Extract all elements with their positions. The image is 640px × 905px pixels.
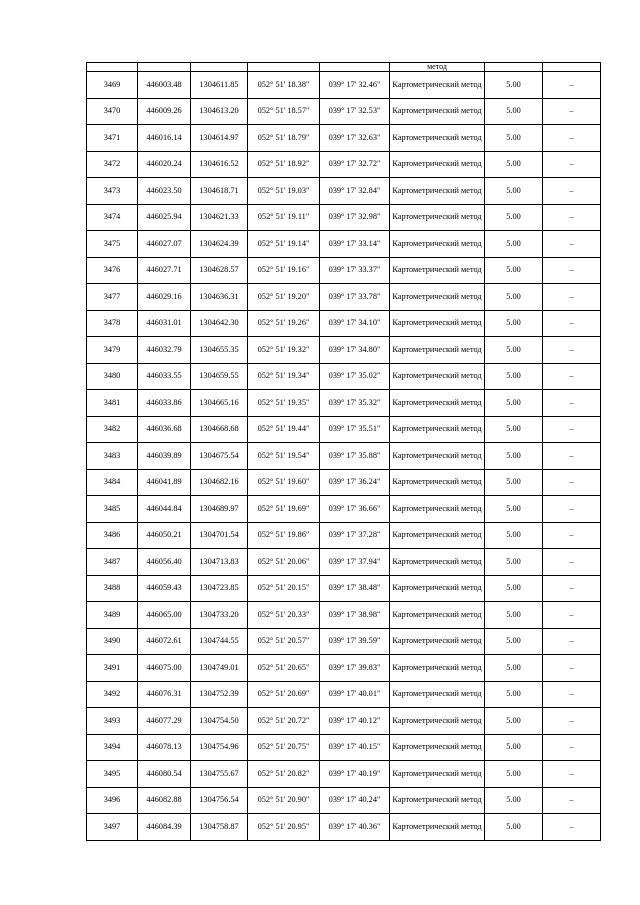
cell-x: 446027.07 (138, 231, 191, 258)
cell-note: – (543, 787, 601, 814)
cell-note: – (543, 469, 601, 496)
cell-no: 3477 (87, 284, 138, 311)
cell-lat: 052° 51' 20.69" (248, 681, 320, 708)
cell-accuracy: 5.00 (485, 231, 543, 258)
cell-lon: 039° 17' 40.01" (320, 681, 390, 708)
table-row (87, 549, 601, 576)
cell-no: 3495 (87, 761, 138, 788)
cell-x: 446059.43 (138, 575, 191, 602)
cell-lon: 039° 17' 40.15" (320, 734, 390, 761)
cell-note: – (543, 655, 601, 682)
cell-x: 446023.50 (138, 178, 191, 205)
cell-no: 3492 (87, 681, 138, 708)
cell-note: – (543, 204, 601, 231)
cell-accuracy: 5.00 (485, 390, 543, 417)
cell-accuracy: 5.00 (485, 337, 543, 364)
cell-lat: 052° 51' 20.90" (248, 787, 320, 814)
cell-y: 1304655.35 (191, 337, 248, 364)
cell-lon: 039° 17' 32.84" (320, 178, 390, 205)
continued-row (87, 63, 601, 72)
cell-no: 3488 (87, 575, 138, 602)
table-row (87, 178, 601, 205)
cell-no: 3483 (87, 443, 138, 470)
cell-no: 3486 (87, 522, 138, 549)
cell-lat: 052° 51' 19.86" (248, 522, 320, 549)
cell-lon: 039° 17' 33.14" (320, 231, 390, 258)
cell-method: Картометрический метод (390, 125, 485, 152)
cell-no (87, 63, 138, 72)
cell-y: 1304665.16 (191, 390, 248, 417)
cell-note: – (543, 151, 601, 178)
cell-lat (248, 63, 320, 72)
cell-lat: 052° 51' 19.11" (248, 204, 320, 231)
cell-method: Картометрический метод (390, 363, 485, 390)
cell-lon: 039° 17' 39.83" (320, 655, 390, 682)
table-row (87, 310, 601, 337)
cell-no: 3479 (87, 337, 138, 364)
cell-y: 1304624.39 (191, 231, 248, 258)
table-row (87, 363, 601, 390)
cell-lat: 052° 51' 20.72" (248, 708, 320, 735)
cell-method: Картометрический метод (390, 575, 485, 602)
cell-lat: 052° 51' 18.79" (248, 125, 320, 152)
cell-x: 446072.61 (138, 628, 191, 655)
table-row (87, 681, 601, 708)
cell-lat: 052° 51' 20.57" (248, 628, 320, 655)
cell-lat: 052° 51' 20.75" (248, 734, 320, 761)
table-row (87, 125, 601, 152)
cell-x: 446039.89 (138, 443, 191, 470)
cell-no: 3490 (87, 628, 138, 655)
cell-y: 1304616.52 (191, 151, 248, 178)
cell-method: Картометрический метод (390, 496, 485, 523)
cell-lat: 052° 51' 20.65" (248, 655, 320, 682)
cell-x: 446084.39 (138, 814, 191, 841)
cell-lat: 052° 51' 20.06" (248, 549, 320, 576)
cell-method: Картометрический метод (390, 681, 485, 708)
cell-y: 1304689.97 (191, 496, 248, 523)
table-row (87, 787, 601, 814)
cell-lon: 039° 17' 40.24" (320, 787, 390, 814)
cell-lat: 052° 51' 19.60" (248, 469, 320, 496)
cell-lat: 052° 51' 20.95" (248, 814, 320, 841)
cell-method: Картометрический метод (390, 284, 485, 311)
cell-y: 1304682.16 (191, 469, 248, 496)
cell-note: – (543, 734, 601, 761)
cell-accuracy: 5.00 (485, 761, 543, 788)
cell-method: Картометрический метод (390, 469, 485, 496)
cell-method: Картометрический метод (390, 734, 485, 761)
cell-method: Картометрический метод (390, 787, 485, 814)
cell-x: 446077.29 (138, 708, 191, 735)
cell-lat: 052° 51' 19.03" (248, 178, 320, 205)
cell-y: 1304701.54 (191, 522, 248, 549)
cell-method: Картометрический метод (390, 151, 485, 178)
cell-method: Картометрический метод (390, 443, 485, 470)
cell-note: – (543, 363, 601, 390)
cell-no: 3471 (87, 125, 138, 152)
cell-y: 1304758.87 (191, 814, 248, 841)
cell-note: – (543, 814, 601, 841)
table-row (87, 628, 601, 655)
cell-accuracy: 5.00 (485, 681, 543, 708)
cell-note: – (543, 390, 601, 417)
cell-lon: 039° 17' 35.02" (320, 363, 390, 390)
cell-method: Картометрический метод (390, 337, 485, 364)
cell-note: – (543, 522, 601, 549)
cell-no: 3489 (87, 602, 138, 629)
cell-y: 1304723.85 (191, 575, 248, 602)
cell-no: 3497 (87, 814, 138, 841)
cell-accuracy: 5.00 (485, 549, 543, 576)
cell-x: 446082.88 (138, 787, 191, 814)
table-row (87, 655, 601, 682)
cell-no: 3491 (87, 655, 138, 682)
cell-x: 446076.31 (138, 681, 191, 708)
cell-lat: 052° 51' 19.34" (248, 363, 320, 390)
cell-method: Картометрический метод (390, 204, 485, 231)
cell-lon: 039° 17' 32.63" (320, 125, 390, 152)
cell-x: 446056.40 (138, 549, 191, 576)
cell-lon: 039° 17' 32.98" (320, 204, 390, 231)
cell-method: Картометрический метод (390, 655, 485, 682)
cell-no: 3493 (87, 708, 138, 735)
cell-lat: 052° 51' 20.33" (248, 602, 320, 629)
cell-accuracy: 5.00 (485, 151, 543, 178)
cell-lat: 052° 51' 19.26" (248, 310, 320, 337)
cell-no: 3484 (87, 469, 138, 496)
table-row (87, 443, 601, 470)
cell-lon: 039° 17' 38.48" (320, 575, 390, 602)
cell-accuracy: 5.00 (485, 284, 543, 311)
table-row (87, 734, 601, 761)
cell-note: – (543, 443, 601, 470)
cell-method: Картометрический метод (390, 761, 485, 788)
cell-y: 1304744.55 (191, 628, 248, 655)
cell-lat: 052° 51' 19.16" (248, 257, 320, 284)
cell-accuracy: 5.00 (485, 708, 543, 735)
cell-y: 1304618.71 (191, 178, 248, 205)
cell-no: 3473 (87, 178, 138, 205)
cell-y: 1304613.20 (191, 98, 248, 125)
cell-lon: 039° 17' 34.10" (320, 310, 390, 337)
cell-method: Картометрический метод (390, 628, 485, 655)
cell-method: Картометрический метод (390, 549, 485, 576)
cell-lat: 052° 51' 19.54" (248, 443, 320, 470)
table-row (87, 284, 601, 311)
cell-y: 1304752.39 (191, 681, 248, 708)
cell-accuracy: 5.00 (485, 628, 543, 655)
cell-method: Картометрический метод (390, 257, 485, 284)
cell-accuracy: 5.00 (485, 416, 543, 443)
cell-x: 446020.24 (138, 151, 191, 178)
cell-lon: 039° 17' 36.24" (320, 469, 390, 496)
table-row (87, 98, 601, 125)
cell-accuracy: 5.00 (485, 363, 543, 390)
cell-y: 1304621.33 (191, 204, 248, 231)
cell-lon: 039° 17' 33.37" (320, 257, 390, 284)
cell-no: 3476 (87, 257, 138, 284)
cell-note: – (543, 337, 601, 364)
table-row (87, 602, 601, 629)
cell-accuracy: 5.00 (485, 72, 543, 99)
cell-lat: 052° 51' 19.44" (248, 416, 320, 443)
cell-accuracy: 5.00 (485, 204, 543, 231)
table-row (87, 761, 601, 788)
cell-lon (320, 63, 390, 72)
cell-method: Картометрический метод (390, 708, 485, 735)
cell-x: 446075.00 (138, 655, 191, 682)
cell-no: 3475 (87, 231, 138, 258)
cell-lat: 052° 51' 18.92" (248, 151, 320, 178)
cell-y: 1304713.83 (191, 549, 248, 576)
cell-no: 3478 (87, 310, 138, 337)
cell-lon: 039° 17' 35.51" (320, 416, 390, 443)
cell-note: – (543, 549, 601, 576)
cell-y: 1304611.85 (191, 72, 248, 99)
cell-accuracy: 5.00 (485, 469, 543, 496)
cell-accuracy: 5.00 (485, 602, 543, 629)
cell-y: 1304668.68 (191, 416, 248, 443)
cell-no: 3472 (87, 151, 138, 178)
cell-x: 446031.01 (138, 310, 191, 337)
cell-note: – (543, 72, 601, 99)
cell-y: 1304754.50 (191, 708, 248, 735)
cell-y: 1304614.97 (191, 125, 248, 152)
cell-lon: 039° 17' 33.78" (320, 284, 390, 311)
cell-method: Картометрический метод (390, 231, 485, 258)
table-row (87, 151, 601, 178)
cell-x: 446065.00 (138, 602, 191, 629)
cell-y: 1304659.55 (191, 363, 248, 390)
cell-y: 1304628.57 (191, 257, 248, 284)
cell-lon: 039° 17' 37.28" (320, 522, 390, 549)
cell-accuracy: 5.00 (485, 257, 543, 284)
cell-x: 446078.13 (138, 734, 191, 761)
cell-x: 446025.94 (138, 204, 191, 231)
cell-accuracy (485, 63, 543, 72)
cell-accuracy: 5.00 (485, 496, 543, 523)
cell-no: 3480 (87, 363, 138, 390)
cell-note: – (543, 602, 601, 629)
cell-method: Картометрический метод (390, 98, 485, 125)
cell-lat: 052° 51' 19.14" (248, 231, 320, 258)
cell-method: Картометрический метод (390, 814, 485, 841)
cell-accuracy: 5.00 (485, 98, 543, 125)
cell-method: Картометрический метод (390, 522, 485, 549)
cell-x (138, 63, 191, 72)
cell-lon: 039° 17' 36.66" (320, 496, 390, 523)
cell-note: – (543, 708, 601, 735)
cell-accuracy: 5.00 (485, 814, 543, 841)
cell-note: – (543, 125, 601, 152)
cell-y: 1304756.54 (191, 787, 248, 814)
table-row (87, 72, 601, 99)
cell-x: 446041.89 (138, 469, 191, 496)
table-row (87, 496, 601, 523)
cell-x: 446050.21 (138, 522, 191, 549)
cell-note: – (543, 681, 601, 708)
table-row (87, 575, 601, 602)
cell-y: 1304754.96 (191, 734, 248, 761)
cell-lon: 039° 17' 35.32" (320, 390, 390, 417)
cell-accuracy: 5.00 (485, 734, 543, 761)
cell-lon: 039° 17' 34.80" (320, 337, 390, 364)
table-row (87, 390, 601, 417)
cell-lon: 039° 17' 40.12" (320, 708, 390, 735)
cell-lat: 052° 51' 20.82" (248, 761, 320, 788)
cell-note: – (543, 257, 601, 284)
cell-lon: 039° 17' 32.46" (320, 72, 390, 99)
cell-note: – (543, 284, 601, 311)
cell-x: 446027.71 (138, 257, 191, 284)
cell-accuracy: 5.00 (485, 443, 543, 470)
cell-x: 446032.79 (138, 337, 191, 364)
table-row (87, 204, 601, 231)
cell-accuracy: 5.00 (485, 787, 543, 814)
cell-no: 3482 (87, 416, 138, 443)
cell-note: – (543, 761, 601, 788)
cell-lon: 039° 17' 35.88" (320, 443, 390, 470)
cell-lat: 052° 51' 20.15" (248, 575, 320, 602)
cell-lon: 039° 17' 38.98" (320, 602, 390, 629)
cell-note: – (543, 98, 601, 125)
cell-x: 446009.26 (138, 98, 191, 125)
cell-no: 3487 (87, 549, 138, 576)
cell-accuracy: 5.00 (485, 125, 543, 152)
table-row (87, 522, 601, 549)
cell-method: метод (390, 63, 485, 72)
cell-y: 1304749.01 (191, 655, 248, 682)
cell-lon: 039° 17' 32.53" (320, 98, 390, 125)
cell-lon: 039° 17' 40.36" (320, 814, 390, 841)
coordinates-table (86, 62, 601, 841)
cell-accuracy: 5.00 (485, 178, 543, 205)
cell-accuracy: 5.00 (485, 575, 543, 602)
table-row (87, 231, 601, 258)
cell-note (543, 63, 601, 72)
cell-accuracy: 5.00 (485, 522, 543, 549)
cell-lon: 039° 17' 40.19" (320, 761, 390, 788)
cell-accuracy: 5.00 (485, 655, 543, 682)
cell-lon: 039° 17' 37.94" (320, 549, 390, 576)
cell-no: 3494 (87, 734, 138, 761)
cell-lat: 052° 51' 18.38" (248, 72, 320, 99)
cell-note: – (543, 416, 601, 443)
cell-no: 3470 (87, 98, 138, 125)
cell-note: – (543, 178, 601, 205)
cell-lat: 052° 51' 19.69" (248, 496, 320, 523)
table-row (87, 708, 601, 735)
cell-no: 3485 (87, 496, 138, 523)
cell-note: – (543, 496, 601, 523)
cell-x: 446003.48 (138, 72, 191, 99)
table-row (87, 257, 601, 284)
cell-method: Картометрический метод (390, 178, 485, 205)
cell-no: 3469 (87, 72, 138, 99)
cell-no: 3481 (87, 390, 138, 417)
cell-lon: 039° 17' 32.72" (320, 151, 390, 178)
table-row (87, 416, 601, 443)
cell-lat: 052° 51' 19.35" (248, 390, 320, 417)
cell-y: 1304636.31 (191, 284, 248, 311)
table-row (87, 337, 601, 364)
cell-x: 446033.55 (138, 363, 191, 390)
cell-y: 1304642.30 (191, 310, 248, 337)
cell-y: 1304675.54 (191, 443, 248, 470)
cell-lat: 052° 51' 19.20" (248, 284, 320, 311)
cell-note: – (543, 231, 601, 258)
cell-x: 446044.84 (138, 496, 191, 523)
cell-method: Картометрический метод (390, 310, 485, 337)
cell-y (191, 63, 248, 72)
cell-x: 446029.16 (138, 284, 191, 311)
cell-method: Картометрический метод (390, 72, 485, 99)
cell-no: 3474 (87, 204, 138, 231)
cell-lat: 052° 51' 18.57" (248, 98, 320, 125)
cell-no: 3496 (87, 787, 138, 814)
cell-accuracy: 5.00 (485, 310, 543, 337)
table-body (87, 63, 601, 841)
cell-note: – (543, 628, 601, 655)
cell-y: 1304755.67 (191, 761, 248, 788)
cell-x: 446033.86 (138, 390, 191, 417)
table-row (87, 814, 601, 841)
table-row (87, 469, 601, 496)
cell-x: 446016.14 (138, 125, 191, 152)
cell-x: 446036.68 (138, 416, 191, 443)
cell-method: Картометрический метод (390, 602, 485, 629)
cell-note: – (543, 575, 601, 602)
cell-lon: 039° 17' 39.59" (320, 628, 390, 655)
cell-lat: 052° 51' 19.32" (248, 337, 320, 364)
cell-method: Картометрический метод (390, 390, 485, 417)
cell-method: Картометрический метод (390, 416, 485, 443)
cell-x: 446080.54 (138, 761, 191, 788)
cell-y: 1304733.20 (191, 602, 248, 629)
cell-note: – (543, 310, 601, 337)
